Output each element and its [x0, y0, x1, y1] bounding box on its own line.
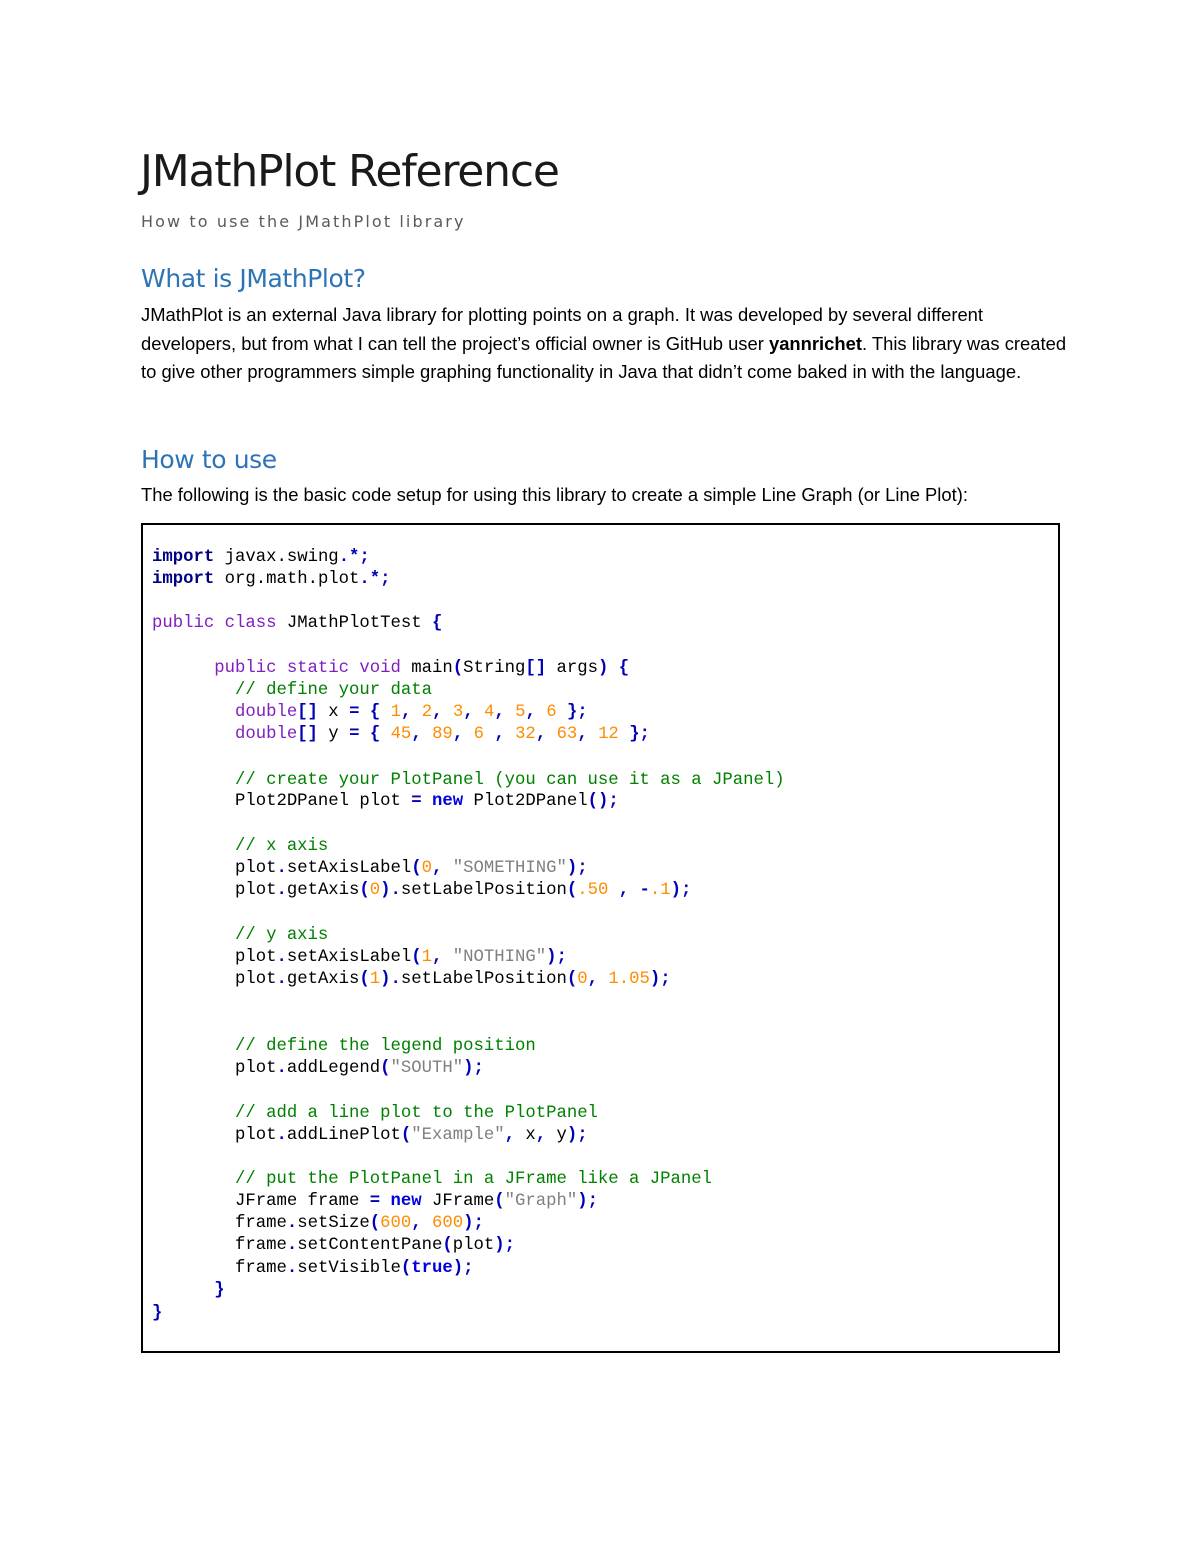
code-token — [380, 703, 390, 722]
code-token: 1 — [390, 703, 401, 722]
code-token: , — [432, 703, 443, 722]
code-token — [505, 703, 515, 722]
code-token: x — [317, 703, 350, 722]
code-token: setSize — [297, 1214, 370, 1233]
code-token — [484, 725, 494, 744]
code-token — [411, 703, 421, 722]
code-line — [152, 947, 567, 969]
code-token: . — [286, 1236, 298, 1255]
code-token: true — [411, 1259, 453, 1278]
code-token: .50 — [577, 881, 609, 900]
code-token — [505, 725, 515, 744]
code-token — [380, 725, 390, 744]
code-token: "SOUTH" — [390, 1059, 464, 1078]
code-token: plot — [152, 859, 277, 878]
code-line — [152, 569, 391, 591]
code-token: . — [276, 948, 287, 967]
code-token: 3 — [452, 703, 464, 722]
code-token: } — [152, 1304, 163, 1323]
code-token: ( — [411, 948, 422, 967]
code-token: ); — [566, 859, 588, 878]
code-token: plot — [152, 881, 277, 900]
section-heading-what-is: What is JMathPlot? — [141, 264, 366, 293]
code-token: 63 — [556, 725, 578, 744]
code-token: 32 — [515, 725, 536, 744]
code-line — [152, 791, 619, 813]
code-token: // add a line plot to the PlotPanel — [152, 1104, 598, 1123]
code-token — [380, 1192, 390, 1211]
code-token — [588, 725, 598, 744]
code-token: ( — [400, 1126, 412, 1145]
code-token: 12 — [598, 725, 619, 744]
code-token — [474, 703, 484, 722]
code-line — [152, 724, 650, 746]
code-token — [422, 725, 432, 744]
code-token: getAxis — [286, 970, 360, 989]
code-token: frame — [152, 1214, 287, 1233]
code-token: // define the legend position — [152, 1037, 536, 1056]
code-token: plot — [152, 970, 277, 989]
code-token: frame — [152, 1236, 287, 1255]
code-token: main — [400, 659, 453, 678]
code-token: } — [152, 1281, 225, 1300]
code-token: , — [432, 859, 443, 878]
code-token: y — [546, 1126, 567, 1145]
code-token: ); — [463, 1059, 484, 1078]
code-token: . — [276, 1126, 287, 1145]
code-token: . — [276, 970, 287, 989]
code-token: new — [390, 1192, 422, 1211]
code-token: ); — [670, 881, 692, 900]
code-token: "Example" — [411, 1126, 505, 1145]
page-title: JMathPlot Reference — [140, 146, 559, 197]
code-token: = — [349, 703, 360, 722]
code-token: ( — [380, 1059, 391, 1078]
code-token: . — [286, 1259, 298, 1278]
code-token: // y axis — [152, 926, 329, 945]
code-token: ) — [597, 659, 609, 678]
code-token — [608, 881, 618, 900]
code-token: // create your PlotPanel (you can use it as a JPanel) — [152, 771, 785, 790]
code-line — [152, 1125, 588, 1147]
code-token: ( — [452, 659, 464, 678]
code-token: 1 — [421, 948, 433, 967]
code-token: . — [276, 881, 287, 900]
code-token: import — [152, 548, 215, 567]
code-line — [152, 969, 671, 991]
code-token — [442, 948, 452, 967]
code-token: ); — [649, 970, 671, 989]
code-token: , — [504, 1126, 515, 1145]
code-line — [152, 613, 442, 635]
code-token: , — [494, 703, 505, 722]
code-token: plot — [152, 1126, 277, 1145]
code-token — [546, 725, 556, 744]
code-token: { — [369, 703, 381, 722]
code-token: JFrame frame — [152, 1192, 370, 1211]
code-token: , — [452, 725, 464, 744]
code-token: , — [535, 1126, 547, 1145]
code-token — [422, 792, 432, 811]
code-token: ( — [566, 881, 578, 900]
code-token: = — [349, 725, 360, 744]
code-token: JMathPlotTest — [276, 614, 433, 633]
code-token: 600 — [380, 1214, 412, 1233]
code-line — [152, 1103, 598, 1125]
paragraph-what-is — [141, 301, 1076, 387]
code-token: { — [432, 614, 443, 633]
code-token: . — [286, 1214, 298, 1233]
code-token: public static void — [152, 659, 401, 678]
paragraph-text-start: JMathPlot is an external Java library for plotting points on a graph. It was developed by several different developers, but from what I can tell the project’s official owner is GitHub user — [141, 304, 984, 354]
code-line — [152, 925, 328, 947]
code-token: 600 — [432, 1214, 464, 1233]
code-token: javax.swing — [214, 548, 339, 567]
code-token: }; — [566, 703, 588, 722]
code-token: setContentPane — [297, 1236, 443, 1255]
code-token — [619, 725, 629, 744]
code-token: .1 — [649, 881, 671, 900]
code-token: 6 — [473, 725, 484, 744]
code-token: .*; — [359, 570, 391, 589]
code-token: ( — [369, 1214, 381, 1233]
code-line — [152, 658, 629, 680]
code-token: 5 — [515, 703, 526, 722]
code-token: (); — [587, 792, 619, 811]
code-token: y — [317, 725, 350, 744]
code-token: 0 — [421, 859, 433, 878]
code-token: double — [152, 725, 298, 744]
code-token — [598, 970, 608, 989]
code-token: x — [515, 1126, 536, 1145]
code-token: // define your data — [152, 681, 433, 700]
code-token: ). — [380, 881, 401, 900]
code-token: . — [276, 859, 287, 878]
code-token: "NOTHING" — [452, 948, 547, 967]
code-token: ( — [411, 859, 422, 878]
code-token: , — [618, 881, 630, 900]
code-token: , — [535, 725, 547, 744]
code-token: ); — [577, 1192, 598, 1211]
code-line — [152, 770, 785, 792]
code-token: plot — [152, 948, 277, 967]
code-token — [359, 703, 369, 722]
code-token: plot — [152, 1059, 277, 1078]
code-token: ); — [546, 948, 567, 967]
code-token: 89 — [432, 725, 453, 744]
code-token — [536, 703, 546, 722]
code-token: [] — [297, 703, 318, 722]
code-line — [152, 1169, 712, 1191]
code-token: new — [432, 792, 464, 811]
code-token — [422, 1214, 432, 1233]
code-token: , — [587, 970, 598, 989]
code-token: String — [463, 659, 526, 678]
github-username: yannrichet — [768, 332, 862, 354]
code-token: Plot2DPanel plot — [152, 792, 412, 811]
code-token: 1 — [369, 970, 381, 989]
code-token: 4 — [483, 703, 495, 722]
code-token: ); — [566, 1126, 588, 1145]
code-token: , — [463, 703, 474, 722]
code-token — [442, 859, 452, 878]
code-token — [442, 703, 452, 722]
code-line — [152, 1258, 474, 1280]
code-line — [152, 1303, 162, 1325]
code-token: org.math.plot — [214, 570, 360, 589]
code-token: 1.05 — [608, 970, 650, 989]
code-line — [152, 680, 432, 702]
code-token: }; — [629, 725, 650, 744]
code-token: , — [525, 703, 536, 722]
code-line — [152, 702, 588, 724]
code-token: setVisible — [297, 1259, 401, 1278]
code-token: , — [411, 725, 422, 744]
code-token: ). — [380, 970, 401, 989]
code-token: = — [411, 792, 422, 811]
code-line — [152, 1235, 515, 1257]
page-subtitle: How to use the JMathPlot library — [141, 212, 466, 231]
code-token: setLabelPosition — [400, 970, 567, 989]
code-token: double — [152, 703, 298, 722]
code-token: { — [618, 659, 630, 678]
code-token — [629, 881, 639, 900]
code-line — [152, 836, 328, 858]
code-token: , — [432, 948, 443, 967]
code-line — [152, 858, 588, 880]
code-token: frame — [152, 1259, 287, 1278]
code-token: [] — [525, 659, 547, 678]
code-token — [463, 725, 473, 744]
code-token: JFrame — [421, 1192, 495, 1211]
code-token: addLinePlot — [286, 1126, 401, 1145]
code-token: ( — [494, 1192, 505, 1211]
code-token: "Graph" — [504, 1192, 578, 1211]
code-line — [152, 1280, 225, 1302]
code-token: setAxisLabel — [286, 948, 412, 967]
code-token: getAxis — [286, 881, 360, 900]
code-token: , — [411, 1214, 422, 1233]
code-token: ( — [359, 970, 370, 989]
code-token — [359, 725, 369, 744]
code-token: = — [369, 1192, 381, 1211]
code-token: ( — [359, 881, 370, 900]
code-token: "SOMETHING" — [452, 859, 567, 878]
code-token: 0 — [577, 970, 588, 989]
code-token: ); — [463, 1214, 484, 1233]
code-token: , — [494, 725, 505, 744]
code-token: { — [369, 725, 381, 744]
code-token: // put the PlotPanel in a JFrame like a JPanel — [152, 1170, 713, 1189]
code-token: ); — [452, 1259, 474, 1278]
section-heading-how-to-use: How to use — [141, 445, 277, 474]
code-token: - — [639, 881, 650, 900]
code-line — [152, 1058, 484, 1080]
code-line — [152, 1213, 484, 1235]
code-line — [152, 1191, 598, 1213]
code-token: , — [577, 725, 588, 744]
code-token: ( — [400, 1259, 412, 1278]
code-line — [152, 880, 691, 902]
code-token: plot — [452, 1236, 495, 1255]
code-token: , — [400, 703, 412, 722]
code-line — [152, 1036, 536, 1058]
code-line — [152, 547, 370, 569]
code-token: import — [152, 570, 215, 589]
code-token — [557, 703, 567, 722]
code-token: ( — [566, 970, 578, 989]
paragraph-text-end: . This library was created to give other programmers simple graphing functionality in Java that didn’t come baked in with the language. — [141, 332, 1067, 383]
code-token: public class — [152, 614, 277, 633]
paragraph-how-to-use: The following is the basic code setup for using this library to create a simple Line Graph (or Line Plot): — [141, 484, 968, 505]
code-token: 6 — [546, 703, 557, 722]
code-token: .*; — [338, 548, 370, 567]
code-token: Plot2DPanel — [463, 792, 588, 811]
code-token: [] — [297, 725, 318, 744]
code-token: 2 — [421, 703, 433, 722]
code-token: ); — [494, 1236, 515, 1255]
code-token: ( — [442, 1236, 453, 1255]
code-token: 45 — [390, 725, 412, 744]
code-token: setAxisLabel — [286, 859, 412, 878]
code-token — [608, 659, 618, 678]
code-token: . — [276, 1059, 287, 1078]
code-token: // x axis — [152, 837, 329, 856]
code-token: args — [546, 659, 598, 678]
code-token: 0 — [369, 881, 381, 900]
code-token: setLabelPosition — [400, 881, 567, 900]
code-token: addLegend — [286, 1059, 381, 1078]
